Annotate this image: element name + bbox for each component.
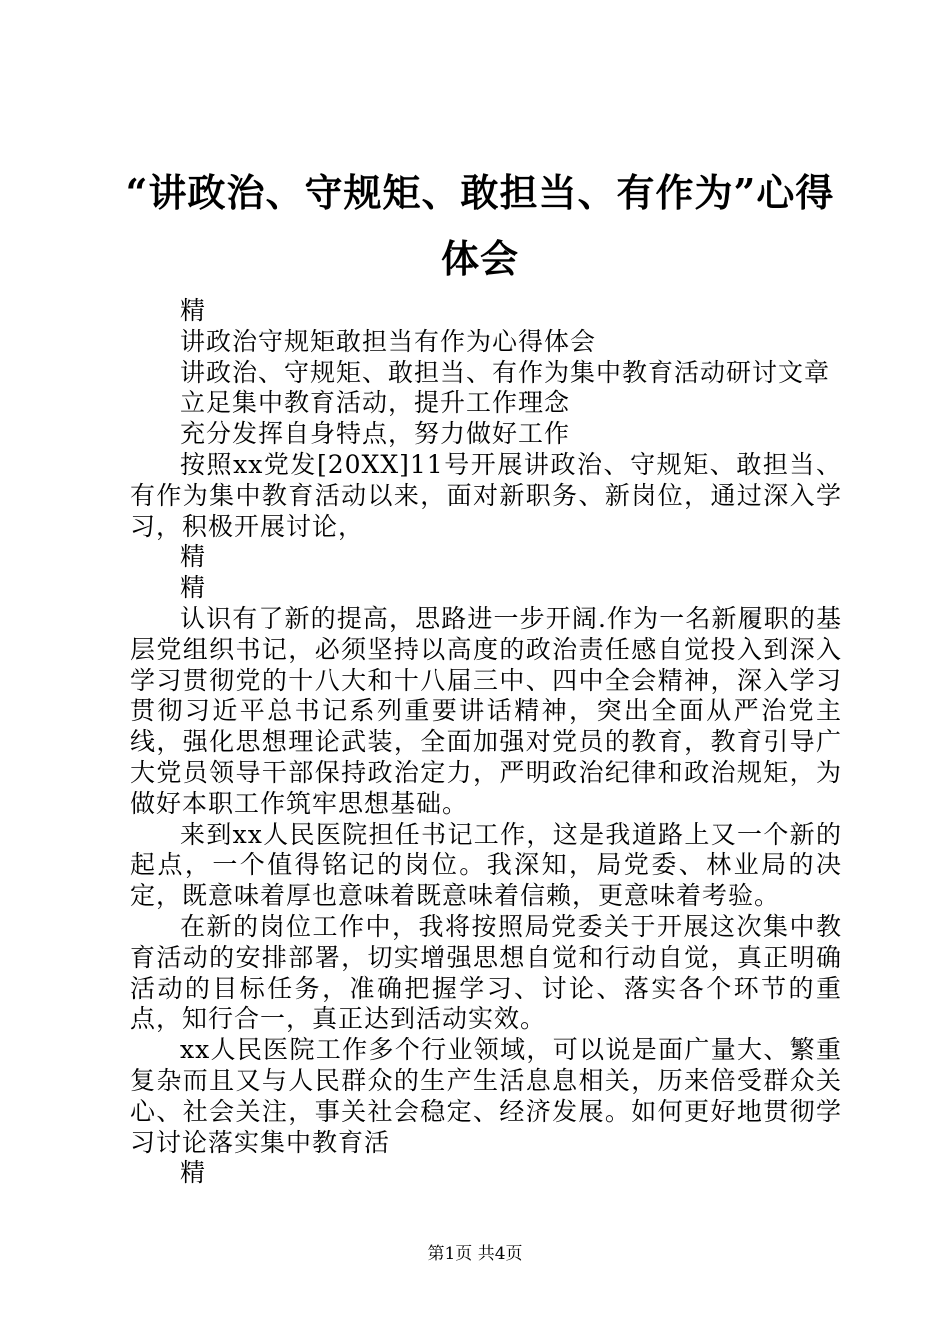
paragraph: 讲政治守规矩敢担当有作为心得体会 bbox=[180, 326, 597, 356]
document-title: “讲政治、守规矩、敢担当、有作为”心得体会 bbox=[125, 170, 835, 281]
paragraph: 充分发挥自身特点，努力做好工作 bbox=[180, 419, 571, 449]
page-number-footer: 第1页 共4页 bbox=[427, 1244, 523, 1264]
paragraph: 按照xx党发[20XX]11号开展讲政治、守规矩、敢担当、有作为集中教育活动以来，面对新职务、新岗位，通过深入学习，积极开展讨论， bbox=[130, 449, 842, 541]
paragraph: 精 bbox=[180, 573, 207, 603]
paragraph: 精 bbox=[180, 296, 207, 325]
paragraph: 立足集中教育活动，提升工作理念 bbox=[180, 388, 571, 418]
paragraph: 精 bbox=[180, 1158, 207, 1188]
paragraph: 精 bbox=[180, 542, 207, 572]
paragraph: 讲政治、守规矩、敢担当、有作为集中教育活动研讨文章 bbox=[180, 357, 831, 387]
paragraph: xx人民医院工作多个行业领域，可以说是面广量大、繁重复杂而且又与人民群众的生产生活息息相关，历来倍受群众关心、社会关注，事关社会稳定、经济发展。如何更好地贯彻学习讨论落实集中教育活 bbox=[130, 1035, 842, 1157]
paragraph: 来到xx人民医院担任书记工作，这是我道路上又一个新的起点，一个值得铭记的岗位。我深知，局党委、林业局的决定，既意味着厚也意味着既意味着信赖，更意味着考验。 bbox=[130, 819, 842, 911]
paragraph: 认识有了新的提高，思路进一步开阔.作为一名新履职的基层党组织书记，必须坚持以高度的政治责任感自觉投入到深入学习贯彻党的十八大和十八届三中、四中全会精神，深入学习贯彻习近平总书记系列重要讲话精神，突出全面从严治党主线，强化思想理论武装，全面加强对党员的教育，教育引导广大党员领导干部保持政治定力，严明政治纪律和政治规矩，为做好本职工作筑牢思想基础。 bbox=[130, 603, 842, 818]
document-body bbox=[130, 296, 842, 1189]
paragraph: 在新的岗位工作中，我将按照局党委关于开展这次集中教育活动的安排部署，切实增强思想自觉和行动自觉，真正明确活动的目标任务，准确把握学习、讨论、落实各个环节的重点，知行合一，真正达到活动实效。 bbox=[130, 911, 842, 1034]
